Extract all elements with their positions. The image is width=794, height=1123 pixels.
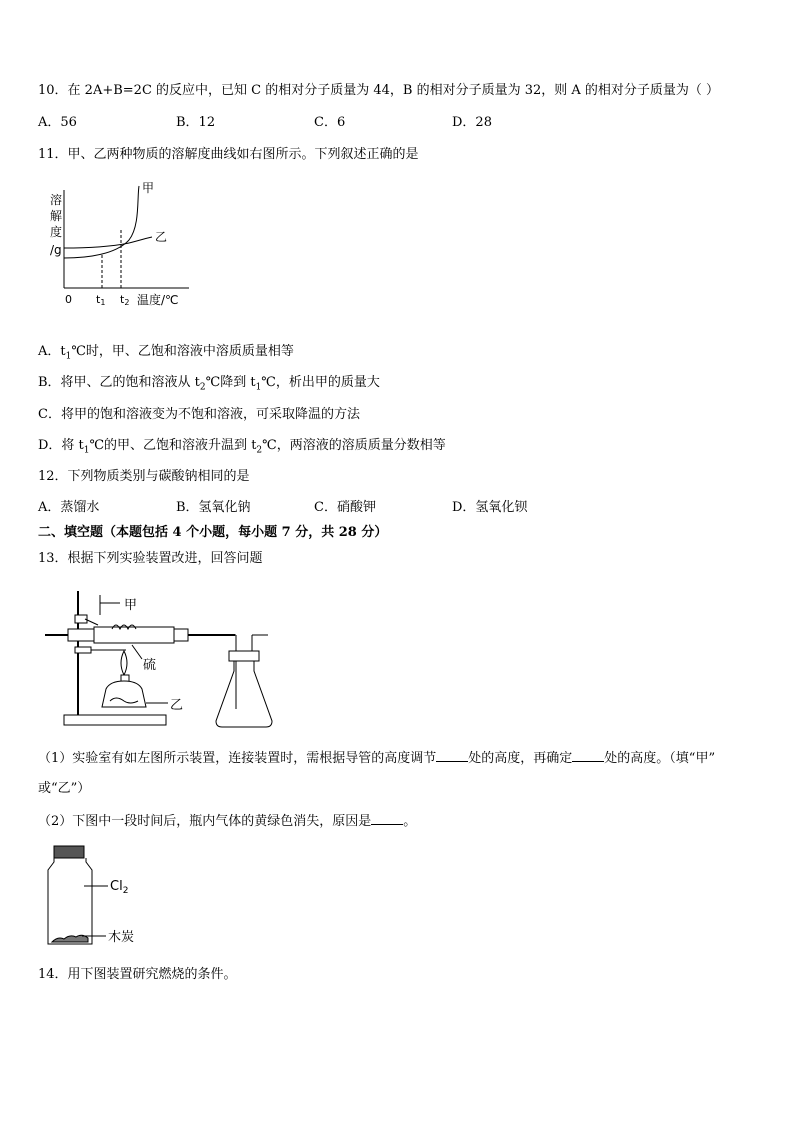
gas-bottle — [48, 858, 92, 944]
conical-flask — [216, 661, 272, 727]
blank-1[interactable] — [436, 749, 468, 762]
label-sulfur: 硫 — [143, 658, 157, 673]
q13-part2: （2）下图中一段时间后，瓶内气体的黄绿色消失，原因是 。 — [38, 814, 417, 829]
label-charcoal: 木炭 — [108, 930, 135, 945]
right-stopper — [174, 629, 188, 641]
origin-label: 0 — [65, 293, 72, 306]
t1-label: t1 — [96, 293, 106, 307]
q12-option-d: D．氢氧化钡 — [452, 500, 528, 515]
curve-jia — [64, 186, 139, 258]
q12-option-a: A．蒸馏水 — [38, 500, 100, 515]
q11-option-b: B．将甲、乙的饱和溶液从 $t_2℃$降到 $t_1℃$，析出甲的质量大 — [38, 375, 380, 393]
bottle-cap — [54, 846, 84, 858]
section-title: 二、填空题（本题包括 4 个小题，每小题 7 分，共 28 分） — [38, 525, 388, 540]
flame — [121, 651, 127, 675]
q10-option-b: B．12 — [176, 115, 216, 130]
blank-2[interactable] — [572, 749, 604, 762]
q10-option-a: A．56 — [38, 115, 77, 130]
q14-stem: 14．用下图装置研究燃烧的条件。 — [38, 967, 237, 982]
label-sulfur-pointer — [132, 645, 142, 659]
x-axis-label: 温度/℃ — [137, 293, 179, 307]
alcohol-lamp — [102, 681, 146, 707]
q11-option-d: D．将 $t_1℃$的甲、乙饱和溶液升温到 $t_2℃$，两溶液的溶质质量分数相等 — [38, 438, 446, 456]
stand-base — [64, 715, 166, 725]
q12-stem: 12．下列物质类别与碳酸钠相同的是 — [38, 469, 250, 484]
q12-option-b: B．氢氧化钠 — [176, 500, 251, 515]
blank-3[interactable] — [371, 812, 403, 825]
label-yi: 乙 — [170, 698, 184, 713]
curve-yi-label: 乙 — [155, 230, 168, 244]
apparatus-diagram — [40, 585, 280, 733]
q10-option-c: C．6 — [314, 115, 346, 130]
bottle-diagram — [42, 842, 162, 950]
q13-stem: 13．根据下列实验装置改进，回答问题 — [38, 551, 263, 566]
ylabel-unit: /g — [50, 243, 62, 257]
t2-label: t2 — [120, 293, 130, 307]
solubility-graph — [44, 178, 194, 310]
q11-option-a: A．$t_1℃$时，甲、乙饱和溶液中溶质质量相等 — [38, 344, 294, 362]
flask-stopper — [229, 651, 259, 661]
label-jia: 甲 — [124, 598, 138, 613]
curve-jia-label: 甲 — [142, 181, 155, 195]
curve-yi — [64, 237, 152, 248]
q13-part1-line2: 或“乙”） — [38, 781, 91, 796]
ylabel-char-1: 溶 — [50, 193, 63, 207]
q11-stem: 11．甲、乙两种物质的溶解度曲线如右图所示。下列叙述正确的是 — [38, 147, 419, 162]
q10-stem: 10．在 2A+B=2C 的反应中，已知 C 的相对分子质量为 44，B 的相对分子质量为 32，则 A 的相对分子质量为（ ） — [38, 83, 720, 98]
q12-option-c: C．硝酸钾 — [314, 500, 376, 515]
ylabel-char-3: 度 — [50, 225, 63, 239]
glass-tube — [94, 627, 174, 643]
ylabel-char-2: 解 — [50, 209, 63, 223]
q10-option-d: D．28 — [452, 115, 492, 130]
lower-clamp — [75, 647, 91, 653]
left-stopper — [68, 629, 94, 641]
label-chlorine: $Cl_2$ — [110, 879, 129, 896]
q13-part1-line1: （1）实验室有如左图所示装置，连接装置时，需根据导管的高度调节 处的高度，再确定 处的高度。（填“甲” — [38, 751, 716, 766]
q11-option-c: C．将甲的饱和溶液变为不饱和溶液，可采取降温的方法 — [38, 407, 360, 422]
